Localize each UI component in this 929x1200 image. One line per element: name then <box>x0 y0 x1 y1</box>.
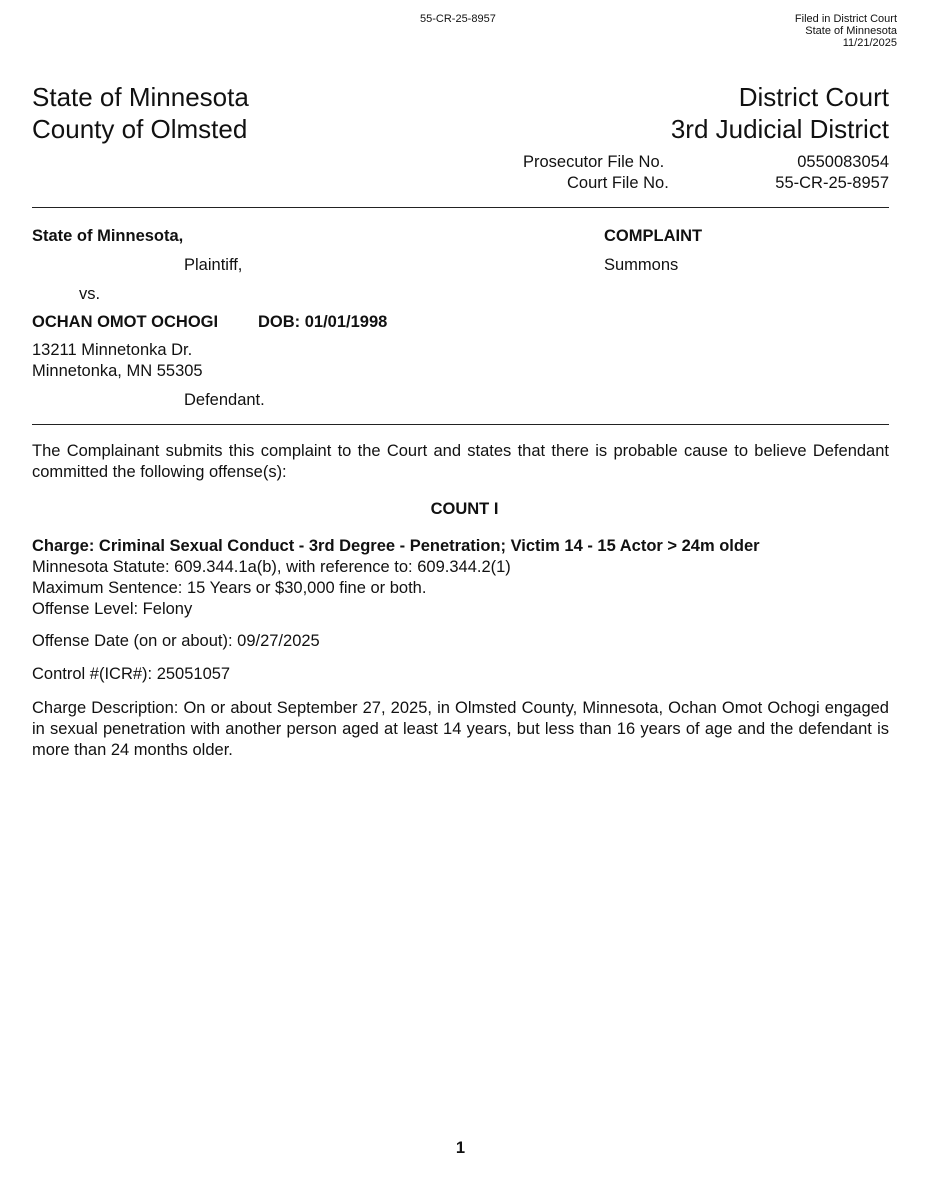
address-line2: Minnetonka, MN 55305 <box>32 362 203 380</box>
state-heading: State of Minnesota <box>32 82 249 112</box>
plaintiff-role: Plaintiff, <box>184 256 243 274</box>
county-heading: County of Olmsted <box>32 114 248 144</box>
prosecutor-file-number: 0550083054 <box>797 153 889 171</box>
court-heading: District Court <box>738 82 889 112</box>
charge-description: Charge Description: On or about September 27, 2025, in Olmsted County, Minnesota, Ochan Omot Ochogi engaged in sexual penetration with another person aged at least 14 years, but less than 16 years of age and the defendant is more than 24 months older. <box>32 699 889 759</box>
filed-stamp-line2: State of Minnesota <box>805 25 897 37</box>
control-number: Control #(ICR#): 25051057 <box>32 665 231 683</box>
case-number-stamp: 55-CR-25-8957 <box>420 13 496 25</box>
offense-date: Offense Date (on or about): 09/27/2025 <box>32 632 320 650</box>
district-heading: 3rd Judicial District <box>670 114 889 144</box>
header-divider <box>32 207 889 208</box>
max-sentence-line: Maximum Sentence: 15 Years or $30,000 fine or both. <box>32 579 427 597</box>
prosecutor-file-label: Prosecutor File No. <box>523 153 665 171</box>
defendant-dob: DOB: 01/01/1998 <box>258 313 388 331</box>
defendant-address <box>32 340 203 382</box>
charge-block <box>32 536 912 620</box>
charge-line: Charge: Criminal Sexual Conduct - 3rd Degree - Penetration; Victim 14 - 15 Actor > 24m older <box>32 537 760 555</box>
court-file-label: Court File No. <box>567 174 669 192</box>
intro-paragraph: The Complainant submits this complaint to the Court and states that there is probable cause to believe Defendant committed the following offense(s): <box>32 442 889 481</box>
document-subtype: Summons <box>604 256 679 274</box>
filed-stamp-date: 11/21/2025 <box>842 37 897 49</box>
address-line1: 13211 Minnetonka Dr. <box>32 341 193 359</box>
versus-text: vs. <box>79 285 101 303</box>
court-block <box>489 81 889 145</box>
statute-line: Minnesota Statute: 609.344.1a(b), with reference to: 609.344.2(1) <box>32 558 511 576</box>
jurisdiction-block <box>32 81 249 145</box>
plaintiff-name: State of Minnesota, <box>32 227 184 245</box>
court-file-number: 55-CR-25-8957 <box>775 174 889 192</box>
page-number: 1 <box>455 1139 466 1157</box>
offense-level-line: Offense Level: Felony <box>32 600 193 618</box>
caption-divider <box>32 424 889 425</box>
document-type: COMPLAINT <box>604 227 703 245</box>
defendant-role: Defendant. <box>184 391 265 409</box>
filed-stamp-line1: Filed in District Court <box>794 13 897 25</box>
defendant-name: OCHAN OMOT OCHOGI <box>32 313 219 331</box>
count-title: COUNT I <box>430 500 499 518</box>
filed-stamp <box>697 13 897 49</box>
